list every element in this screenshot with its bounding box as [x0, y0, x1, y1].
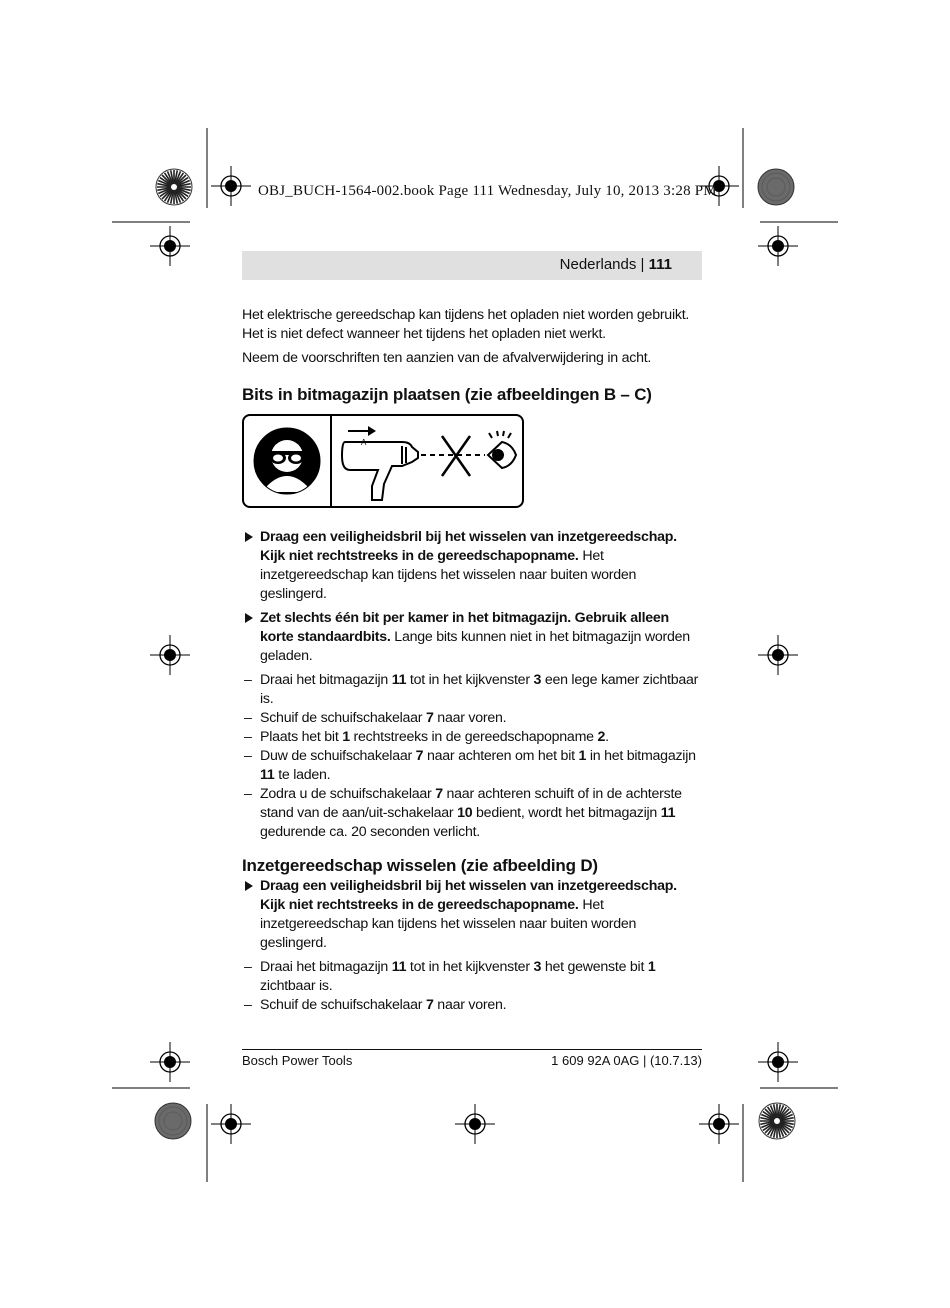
section-heading-bits: Bits in bitmagazijn plaatsen (zie afbeeldingen B – C) [242, 385, 652, 404]
bullet-normal-text: Lange bits kunnen niet in het bitmagazijn worden geladen. [260, 629, 690, 664]
step-item: – Schuif de schuifschakelaar 7 naar voren. [244, 997, 507, 1013]
bullet-normal-text: Het inzetgereedschap kan tijdens het wisselen naar buiten worden geslingerd. [260, 897, 637, 951]
pictogram-letter: A [361, 438, 367, 447]
header-text [560, 256, 672, 273]
intro-paragraph-2: Neem de voorschriften ten aanzien van de afvalverwijdering in acht. [242, 350, 652, 366]
page-number: 111 [648, 256, 672, 273]
safety-bullet-bits [242, 609, 702, 666]
step-item: – Draai het bitmagazijn 11 tot in het kijkvenster 3 het gewenste bit 1 zichtbaar is. [244, 959, 656, 994]
step-item: – Plaats het bit 1 rechtstreeks in de gereedschapopname 2. [244, 729, 609, 745]
header-language: Nederlands [559, 256, 637, 273]
section-heading-tool-change: Inzetgereedschap wisselen (zie afbeelding D) [242, 856, 598, 875]
triangle-bullet-icon [245, 613, 253, 623]
running-header [242, 251, 702, 280]
step-item: – Draai het bitmagazijn 11 tot in het kijkvenster 3 een lege kamer zichtbaar is. [244, 672, 699, 707]
bullet-normal-text: Het inzetgereedschap kan tijdens het wisselen naar buiten worden geslingerd. [260, 548, 637, 602]
main-content [242, 306, 702, 1015]
header-separator: | [640, 256, 645, 273]
safety-pictogram [242, 414, 524, 508]
step-item: – Schuif de schuifschakelaar 7 naar voren. [244, 710, 507, 726]
triangle-bullet-icon [245, 532, 253, 542]
bullet-bold-text: Zet slechts één bit per kamer in het bitmagazijn. Gebruik alleen korte standaardbits. [260, 610, 669, 645]
step-item: – Zodra u de schuifschakelaar 7 naar achteren schuift of in de achterste stand van de aan/uit-schakelaar 10 bedient, wordt het bitmagazijn 11 gedurende ca. 20 seconden verlicht. [244, 786, 682, 840]
safety-bullet-goggles-2 [242, 877, 702, 953]
footer-doc-number: 1 609 92A 0AG | (10.7.13) [551, 1053, 702, 1068]
safety-bullet-goggles [242, 528, 702, 604]
safety-goggles-icon [254, 428, 320, 494]
step-item: – Duw de schuifschakelaar 7 naar achteren om het bit 1 in het bitmagazijn 11 te laden. [244, 748, 696, 783]
print-info-line: OBJ_BUCH-1564-002.book Page 111 Wednesday, July 10, 2013 3:28 PM [258, 183, 717, 199]
triangle-bullet-icon [245, 881, 253, 891]
bullet-bold-text: Draag een veiligheidsbril bij het wisselen van inzetgereedschap. Kijk niet rechtstreeks in de gereedschapopname. [260, 529, 677, 564]
footer-brand: Bosch Power Tools [242, 1053, 353, 1068]
intro-paragraph-1: Het elektrische gereedschap kan tijdens het opladen niet worden gebruikt. Het is niet defect wanneer het tijdens het opladen niet werkt. [242, 307, 690, 342]
footer-rule [242, 1049, 702, 1050]
bullet-bold-text: Draag een veiligheidsbril bij het wisselen van inzetgereedschap. Kijk niet rechtstreeks in de gereedschapopname. [260, 878, 677, 913]
